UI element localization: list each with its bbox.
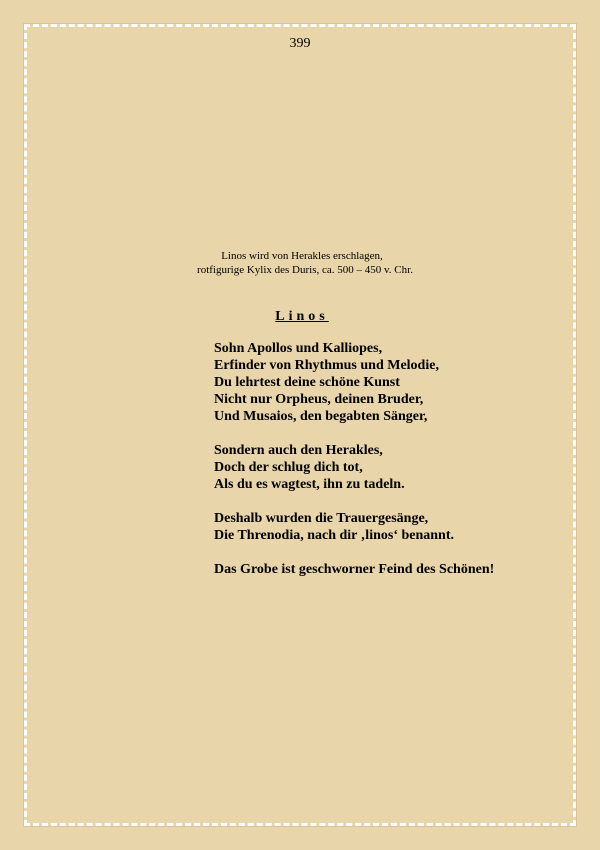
poem-title: Linos [275, 309, 329, 324]
poem-line: Die Threnodia, nach dir ‚linos‘ benannt. [214, 528, 455, 543]
poem-line: Du lehrtest deine schöne Kunst [214, 375, 400, 390]
poem-line: Doch der schlug dich tot, [214, 460, 363, 475]
poem-line: Als du es wagtest, ihn zu tadeln. [214, 477, 405, 492]
poem-line: Erfinder von Rhythmus und Melodie, [214, 358, 439, 373]
image-caption [0, 249, 600, 277]
page-number: 399 [289, 36, 311, 51]
poem-line: Deshalb wurden die Trauergesänge, [214, 511, 429, 526]
poem-body [214, 340, 494, 595]
poem-line: Das Grobe ist geschworner Feind des Schönen! [214, 562, 495, 577]
poem-line: Nicht nur Orpheus, deinen Bruder, [214, 392, 424, 407]
stanza [214, 510, 494, 544]
stanza [214, 561, 494, 578]
poem-line: Und Musaios, den begabten Sänger, [214, 409, 428, 424]
poem-line: Sohn Apollos und Kalliopes, [214, 341, 383, 356]
stanza [214, 442, 494, 493]
stanza [214, 340, 494, 425]
poem-line: Sondern auch den Herakles, [214, 443, 383, 458]
caption-line: Linos wird von Herakles erschlagen, [221, 250, 383, 262]
caption-line: rotfigurige Kylix des Duris, ca. 500 – 450 v. Chr. [197, 264, 413, 276]
